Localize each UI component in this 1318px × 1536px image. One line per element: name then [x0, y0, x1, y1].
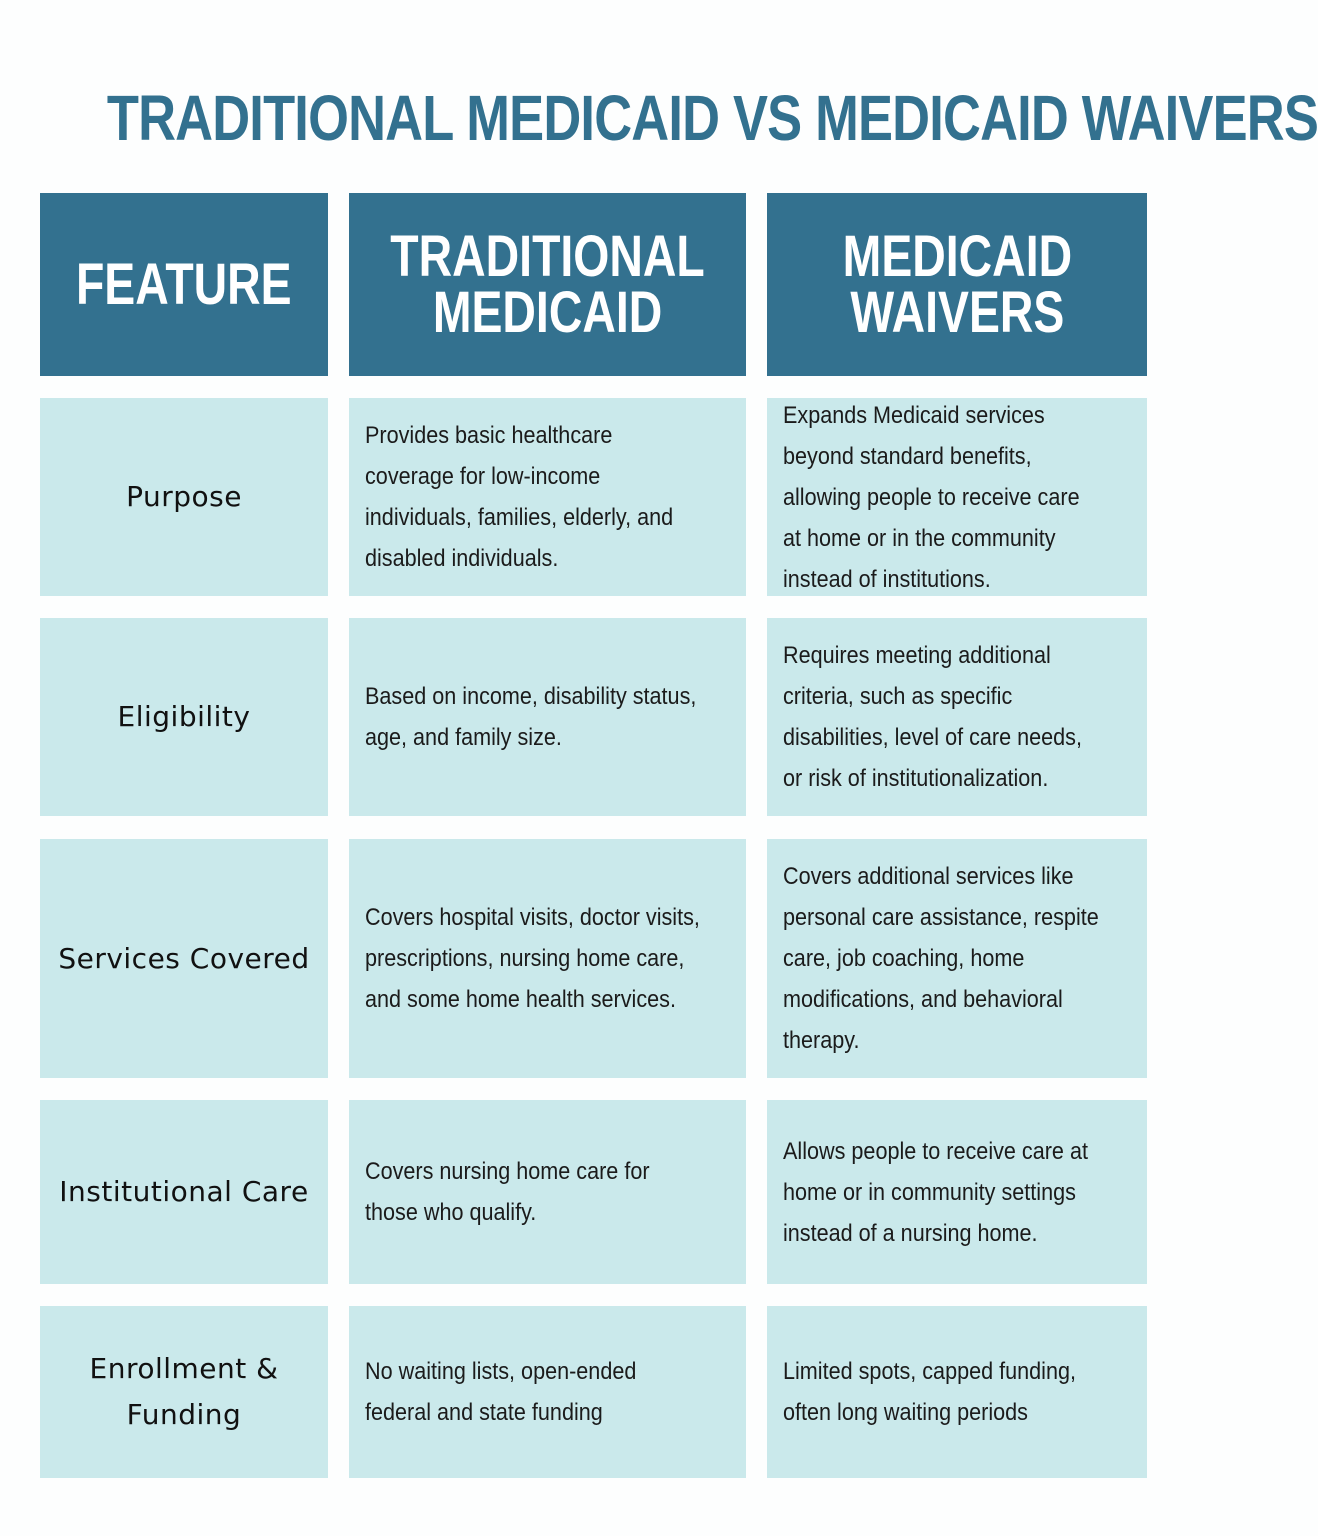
waivers-description: Limited spots, capped funding, often long waiting periods [783, 1358, 1076, 1426]
waivers-description: Requires meeting additional criteria, such as specific disabilities, level of care needs, or risk of institutionalization. [783, 642, 1082, 792]
feature-label: Purpose [126, 480, 242, 513]
table-cell-waivers [767, 1306, 1147, 1478]
waivers-description: Expands Medicaid services beyond standard benefits, allowing people to receive care at home or in the community instead of institutions. [783, 401, 1080, 593]
table-row-feature [40, 398, 328, 596]
traditional-description: Covers hospital visits, doctor visits, prescriptions, nursing home care, and some home health services. [365, 904, 700, 1013]
feature-label: Enrollment & Funding [89, 1352, 279, 1431]
traditional-description: Covers nursing home care for those who qualify. [365, 1158, 650, 1226]
feature-label: Institutional Care [59, 1175, 309, 1208]
table-row-feature [40, 1306, 328, 1478]
table-cell-traditional [349, 618, 746, 816]
table-cell-waivers [767, 1100, 1147, 1284]
table-row-feature [40, 1100, 328, 1284]
table-cell-waivers [767, 618, 1147, 816]
table-cell-traditional [349, 1306, 746, 1478]
waivers-description: Covers additional services like personal care assistance, respite care, job coaching, home modifications, and behavioral therapy. [783, 863, 1099, 1054]
header-feature-label: FEATURE [76, 251, 292, 317]
table-cell-waivers [767, 839, 1147, 1078]
header-feature [40, 193, 328, 376]
traditional-description: Based on income, disability status, age, and family size. [365, 683, 697, 751]
table-cell-waivers [767, 398, 1147, 596]
header-medicaid-waivers-label: MEDICAID WAIVERS [842, 223, 1072, 345]
table-cell-traditional [349, 1100, 746, 1284]
feature-label: Eligibility [117, 700, 251, 733]
table-cell-traditional [349, 398, 746, 596]
table-row-feature [40, 618, 328, 816]
traditional-description: No waiting lists, open-ended federal and state funding [365, 1358, 637, 1426]
traditional-description: Provides basic healthcare coverage for low-income individuals, families, elderly, and disabled individuals. [365, 422, 674, 572]
header-medicaid-waivers [767, 193, 1147, 376]
table-row-feature [40, 839, 328, 1078]
page-title: TRADITIONAL MEDICAID VS MEDICAID WAIVERS [106, 82, 1318, 154]
feature-label: Services Covered [58, 941, 310, 975]
table-cell-traditional [349, 839, 746, 1078]
header-traditional-medicaid-label: TRADITIONAL MEDICAID [390, 223, 705, 345]
header-traditional-medicaid [349, 193, 746, 376]
waivers-description: Allows people to receive care at home or in community settings instead of a nursing home. [783, 1137, 1088, 1247]
